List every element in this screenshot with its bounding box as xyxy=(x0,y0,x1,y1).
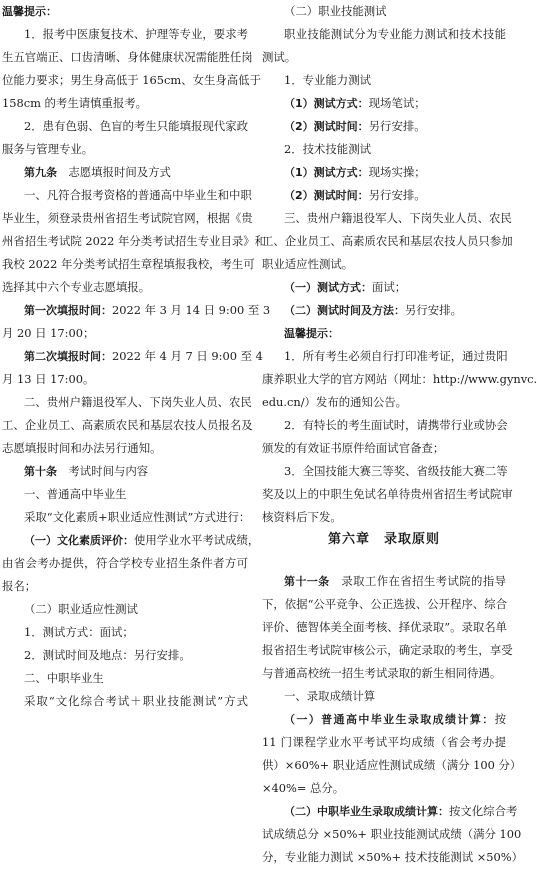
text-line: 工、企业员工、高素质农民和基层农技人员只参加 xyxy=(262,234,513,248)
bold-lead: （2）测试时间： xyxy=(284,189,369,202)
line-rest: 面试； xyxy=(372,280,407,294)
text-line: 一、录取成绩计算 xyxy=(284,689,376,703)
text-line xyxy=(2,299,271,322)
text-line xyxy=(262,708,506,731)
line-rest: 考试时间与内容 xyxy=(57,464,149,478)
text-line: 1．报考中医康复技术、护理等专业，要求考 xyxy=(24,27,248,41)
text-line: 11 门课程学业水平考试平均成绩（省会考办提 xyxy=(262,735,506,749)
text-line: 报名； xyxy=(2,579,37,593)
bold-lead: 第一次填报时间： xyxy=(24,304,112,317)
text-line xyxy=(262,161,506,184)
line-rest: 志愿填报时间及方式 xyxy=(57,165,171,179)
bold-lead: （1）测试方式： xyxy=(284,166,369,179)
line-rest: 2022 年 3 月 14 日 9:00 至 3 xyxy=(112,303,271,317)
text-line: 二、中职毕业生 xyxy=(24,671,104,685)
text-line xyxy=(2,161,248,184)
text-line: 试成绩总分 ×50%+ 职业技能测试成绩（满分 100 xyxy=(262,827,522,841)
text-line xyxy=(262,570,506,593)
text-line: 温馨提示： xyxy=(284,327,339,340)
text-line: 2．技术技能测试 xyxy=(284,142,371,156)
text-line: 与普通高校统一招生考试录取的新生相同待遇。 xyxy=(262,666,502,680)
line-rest: 另行安排。 xyxy=(405,303,462,317)
text-line xyxy=(2,529,260,552)
line-rest: 现场实操； xyxy=(368,165,426,179)
text-line: 158cm 的考生请慎重报考。 xyxy=(2,96,148,110)
text-line xyxy=(262,800,518,823)
bold-lead: （一）文化素质评价： xyxy=(24,534,134,547)
text-line: 毕业生，须登录贵州省招生考试院官网，根据《贵 xyxy=(2,211,253,225)
line-rest: 另行安排。 xyxy=(368,188,426,202)
text-line: 康养职业大学的官方网站（网址：http://www.gynvc. xyxy=(262,372,537,386)
bold-lead: 第十一条 xyxy=(284,575,330,588)
line-rest: 按 xyxy=(494,712,506,726)
text-line: 工、企业员工、高素质农民和基层农技人员报名及 xyxy=(2,418,253,432)
text-line: 一、凡符合报考资格的普通高中毕业生和中职 xyxy=(24,188,252,202)
text-line: 1．所有考生必须自行打印准考证，通过贵阳 xyxy=(284,349,508,363)
text-line: 测试。 xyxy=(262,50,297,64)
text-line: 报省招生考试院审核公示，确定录取的考生，享受 xyxy=(262,643,513,657)
text-line: 2．测试时间及地点：另行安排。 xyxy=(24,648,191,662)
text-line: 服务与管理专业。 xyxy=(2,142,94,156)
text-line: 三、贵州户籍退役军人、下岗失业人员、农民 xyxy=(284,211,512,225)
text-line: 志愿填报时间和办法另行通知。 xyxy=(2,441,162,455)
text-line xyxy=(2,345,263,368)
text-line: 2．有特长的考生面试时，请携带行业或协会 xyxy=(284,418,508,432)
text-line xyxy=(262,115,506,138)
line-rest: 2022 年 4 月 7 日 9:00 至 4 xyxy=(112,349,263,363)
bold-lead: （一）测试方式： xyxy=(284,281,372,294)
text-line: 选择其中六个专业志愿填报。 xyxy=(2,280,151,294)
text-line: ×40%= 总分。 xyxy=(262,781,345,795)
text-line: edu.cn/）发布的通知公告。 xyxy=(262,395,408,409)
line-rest: 录取工作在省招生考试院的指导 xyxy=(329,574,506,588)
text-line: 温馨提示： xyxy=(2,5,57,18)
text-line: 位能力要求；男生身高低于 165cm、女生身高低于 xyxy=(2,73,261,87)
bold-lead: （1）测试方式： xyxy=(284,97,369,110)
text-line: 我校 2022 年分类考试招生章程填报我校，考生可 xyxy=(2,257,255,271)
text-line: 1．专业能力测试 xyxy=(284,73,371,87)
text-line: （二）职业技能测试 xyxy=(284,4,387,18)
text-line xyxy=(262,184,506,207)
chapter-title: 第六章 录取原则 xyxy=(327,532,440,547)
text-line: 2．患有色弱、色盲的考生只能填报现代家政 xyxy=(24,119,248,133)
bold-lead: （二）测试时间及方法： xyxy=(284,304,405,317)
line-rest: 现场笔试； xyxy=(368,96,426,110)
text-line: 二、贵州户籍退役军人、下岗失业人员、农民 xyxy=(24,395,252,409)
text-line xyxy=(262,92,506,115)
text-line: 核资料后下发。 xyxy=(262,510,342,524)
text-line: 供）×60%+ 职业适应性测试成绩（满分 100 分） xyxy=(262,758,522,772)
text-line: 分，专业能力测试 ×50%+ 技术技能测试 ×50%） xyxy=(262,850,523,864)
text-line: 月 13 日 17:00。 xyxy=(2,372,95,386)
line-rest: 使用学业水平考试成绩， xyxy=(134,533,260,547)
line-rest: 另行安排。 xyxy=(368,119,426,133)
text-line: 1．测试方式：面试； xyxy=(24,625,134,639)
text-line: 下，依据“公平竞争、公正选拔、公开程序、综合 xyxy=(262,597,508,611)
text-line: 州省招生考试院 2022 年分类考试招生专业目录》和 xyxy=(2,234,267,248)
text-line: 一、普通高中毕业生 xyxy=(24,487,127,501)
text-line: 采取“文化综合考试＋职业技能测试”方式 xyxy=(24,694,248,708)
text-line xyxy=(262,299,506,322)
bold-lead: 第二次填报时间： xyxy=(24,350,112,363)
bold-lead: 第九条 xyxy=(24,166,57,179)
text-line: （二）职业适应性测试 xyxy=(24,602,138,616)
bold-lead: 第十条 xyxy=(24,465,57,478)
line-rest: 按文化综合考 xyxy=(449,804,518,818)
text-line: 职业技能测试分为专业能力测试和技术技能 xyxy=(284,27,506,41)
bold-lead: （二）中职毕业生录取成绩计算： xyxy=(284,805,449,818)
text-line: 月 20 日 17:00； xyxy=(2,326,95,340)
bold-lead: （一）普通高中毕业生录取成绩计算： xyxy=(284,713,495,726)
text-line xyxy=(262,276,506,299)
text-line: 职业适应性测试。 xyxy=(262,257,354,271)
text-line: 奖及以上的中职生免试名单待贵州省招生考试院审 xyxy=(262,487,513,501)
text-line: 评价、德智体美全面考核、择优录取”。录取名单 xyxy=(262,620,508,634)
text-line: 采取“文化素质+职业适应性测试”方式进行： xyxy=(24,510,251,524)
text-line: 生五官端正、口齿清晰、身体健康状况需能胜任岗 xyxy=(2,50,253,64)
text-line xyxy=(2,460,248,483)
text-line: 由省会考办提供，符合学校专业招生条件者方可 xyxy=(2,556,248,570)
bold-lead: （2）测试时间： xyxy=(284,120,369,133)
text-line: 颁发的有效证书原件给面试官备查； xyxy=(262,441,445,455)
text-line: 3．全国技能大赛三等奖、省级技能大赛二等 xyxy=(284,464,508,478)
